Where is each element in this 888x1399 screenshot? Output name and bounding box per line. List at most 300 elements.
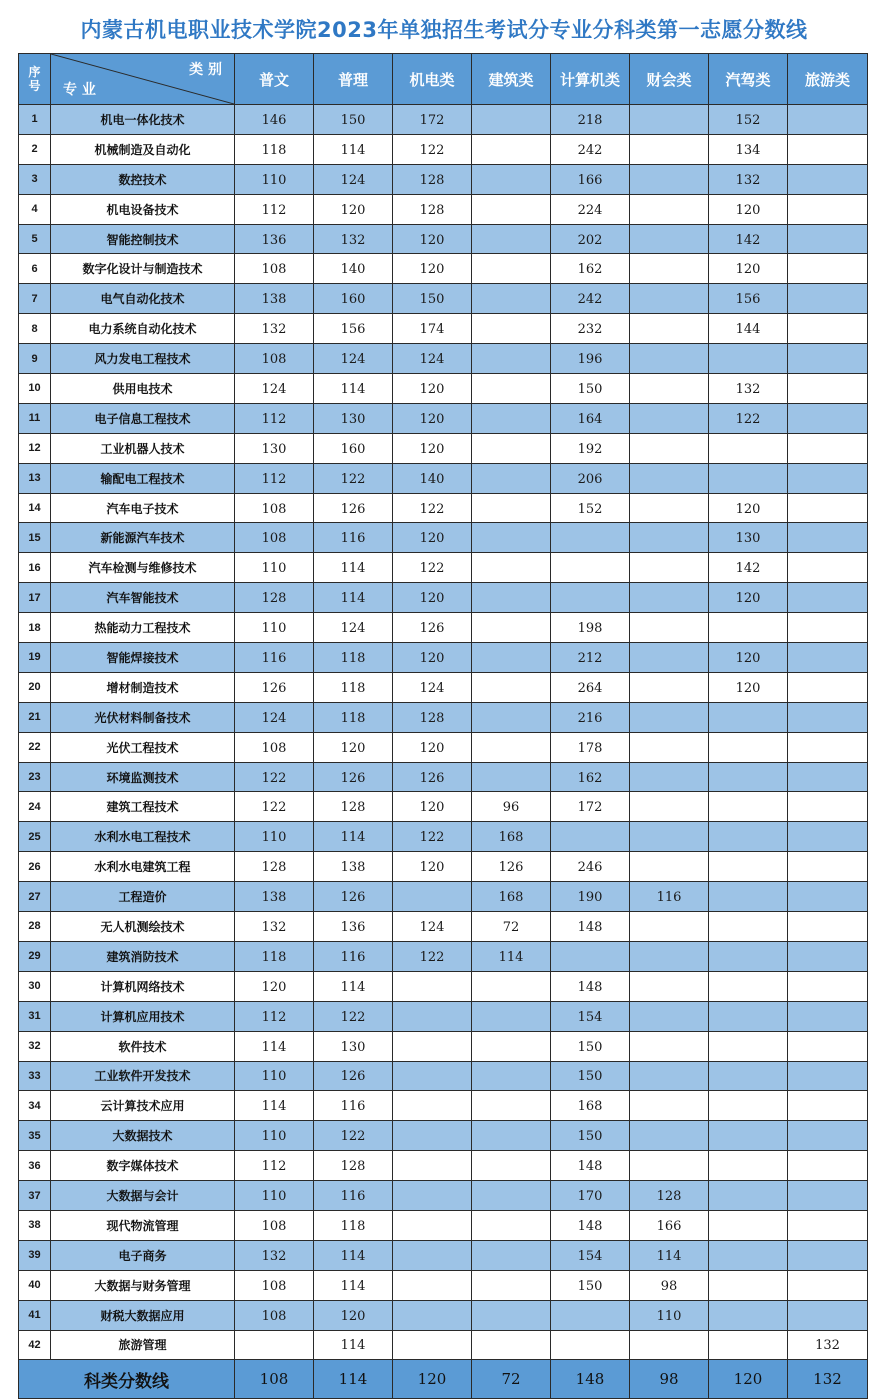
table-row: [19, 762, 868, 792]
score-cell: 120: [314, 732, 393, 762]
score-cell: 120: [393, 224, 472, 254]
score-cell: [788, 284, 868, 314]
score-cell: 190: [551, 882, 630, 912]
table-row: [19, 971, 868, 1001]
column-header: 汽驾类: [709, 54, 788, 105]
row-seq: 5: [19, 224, 51, 254]
score-cell: 118: [235, 941, 314, 971]
category-label: 类 别: [189, 62, 222, 78]
score-cell: [630, 1091, 709, 1121]
score-cell: 132: [314, 224, 393, 254]
score-cell: [709, 852, 788, 882]
row-seq: 12: [19, 433, 51, 463]
score-cell: [472, 1270, 551, 1300]
score-cell: [472, 1210, 551, 1240]
score-cell: 110: [235, 613, 314, 643]
score-cell: [788, 523, 868, 553]
row-major: 数字媒体技术: [51, 1151, 235, 1181]
row-seq: 39: [19, 1240, 51, 1270]
score-cell: [472, 403, 551, 433]
score-cell: [630, 1330, 709, 1360]
score-cell: 162: [551, 762, 630, 792]
score-cell: [709, 1061, 788, 1091]
score-cell: [393, 882, 472, 912]
score-cell: [788, 224, 868, 254]
score-cell: 154: [551, 1001, 630, 1031]
row-major: 旅游管理: [51, 1330, 235, 1360]
score-cell: [551, 1300, 630, 1330]
score-cell: 126: [472, 852, 551, 882]
table-row: [19, 433, 868, 463]
score-cell: [472, 971, 551, 1001]
score-cell: [472, 1151, 551, 1181]
score-cell: [788, 702, 868, 732]
score-cell: 170: [551, 1181, 630, 1211]
row-major: 大数据与财务管理: [51, 1270, 235, 1300]
score-cell: 164: [551, 403, 630, 433]
footer-score: 72: [472, 1360, 551, 1399]
score-cell: 150: [314, 105, 393, 135]
score-cell: [788, 822, 868, 852]
score-cell: 114: [630, 1240, 709, 1270]
score-cell: [472, 1300, 551, 1330]
score-cell: 150: [551, 374, 630, 404]
row-seq: 9: [19, 344, 51, 374]
row-seq: 26: [19, 852, 51, 882]
score-cell: [709, 1330, 788, 1360]
score-cell: 122: [393, 493, 472, 523]
row-major: 电子信息工程技术: [51, 403, 235, 433]
row-seq: 32: [19, 1031, 51, 1061]
score-cell: 116: [314, 941, 393, 971]
score-cell: 114: [314, 971, 393, 1001]
row-major: 智能控制技术: [51, 224, 235, 254]
score-cell: 124: [314, 164, 393, 194]
table-row: [19, 463, 868, 493]
score-cell: [709, 1151, 788, 1181]
score-cell: 150: [393, 284, 472, 314]
row-major: 电力系统自动化技术: [51, 314, 235, 344]
score-cell: 132: [709, 374, 788, 404]
score-cell: [472, 105, 551, 135]
score-cell: 116: [630, 882, 709, 912]
score-cell: [393, 1061, 472, 1091]
score-cell: 122: [314, 463, 393, 493]
row-seq: 40: [19, 1270, 51, 1300]
score-cell: [393, 1330, 472, 1360]
row-seq: 1: [19, 105, 51, 135]
score-cell: 124: [314, 344, 393, 374]
row-major: 光伏材料制备技术: [51, 702, 235, 732]
score-cell: [709, 762, 788, 792]
score-cell: 202: [551, 224, 630, 254]
table-row: [19, 672, 868, 702]
score-cell: [788, 792, 868, 822]
score-cell: 142: [709, 553, 788, 583]
score-cell: 150: [551, 1061, 630, 1091]
score-cell: 118: [314, 643, 393, 673]
score-cell: [788, 463, 868, 493]
score-cell: 114: [314, 553, 393, 583]
score-cell: 154: [551, 1240, 630, 1270]
row-seq: 15: [19, 523, 51, 553]
score-cell: 120: [314, 1300, 393, 1330]
score-cell: [709, 822, 788, 852]
score-cell: 122: [393, 941, 472, 971]
score-cell: 110: [235, 822, 314, 852]
score-cell: [788, 732, 868, 762]
score-cell: [472, 224, 551, 254]
score-cell: [630, 732, 709, 762]
score-cell: [630, 194, 709, 224]
score-cell: [393, 1181, 472, 1211]
score-cell: 130: [235, 433, 314, 463]
score-cell: 126: [235, 672, 314, 702]
row-seq: 27: [19, 882, 51, 912]
score-cell: [472, 553, 551, 583]
table-row: [19, 314, 868, 344]
table-row: [19, 822, 868, 852]
row-seq: 22: [19, 732, 51, 762]
table-row: [19, 1001, 868, 1031]
score-cell: 168: [472, 882, 551, 912]
score-cell: 120: [709, 643, 788, 673]
score-cell: 120: [393, 852, 472, 882]
row-seq: 2: [19, 134, 51, 164]
score-cell: [788, 1151, 868, 1181]
score-cell: [709, 1300, 788, 1330]
table-body: [19, 105, 868, 1360]
score-cell: 130: [314, 1031, 393, 1061]
row-major: 光伏工程技术: [51, 732, 235, 762]
score-cell: [630, 433, 709, 463]
score-cell: 120: [709, 493, 788, 523]
table-row: [19, 553, 868, 583]
row-major: 汽车电子技术: [51, 493, 235, 523]
score-cell: 108: [235, 1300, 314, 1330]
score-cell: 132: [235, 912, 314, 942]
table-row: [19, 792, 868, 822]
score-cell: 168: [551, 1091, 630, 1121]
score-cell: [709, 912, 788, 942]
row-major: 软件技术: [51, 1031, 235, 1061]
score-cell: 128: [393, 194, 472, 224]
score-cell: [630, 941, 709, 971]
score-cell: 128: [235, 852, 314, 882]
score-cell: 114: [314, 822, 393, 852]
footer-score: 108: [235, 1360, 314, 1399]
score-cell: [788, 941, 868, 971]
table-row: [19, 1151, 868, 1181]
score-cell: [709, 792, 788, 822]
score-cell: 114: [314, 1270, 393, 1300]
score-cell: 112: [235, 194, 314, 224]
score-cell: [630, 134, 709, 164]
row-major: 大数据技术: [51, 1121, 235, 1151]
score-cell: [393, 1121, 472, 1151]
row-seq: 11: [19, 403, 51, 433]
score-cell: [709, 1181, 788, 1211]
score-cell: 120: [235, 971, 314, 1001]
score-cell: [788, 762, 868, 792]
footer-score: 148: [551, 1360, 630, 1399]
score-cell: 196: [551, 344, 630, 374]
score-cell: 120: [709, 672, 788, 702]
score-cell: [630, 1151, 709, 1181]
score-cell: 112: [235, 1151, 314, 1181]
score-cell: [551, 583, 630, 613]
score-cell: [630, 463, 709, 493]
table-row: [19, 941, 868, 971]
table-row: [19, 1061, 868, 1091]
score-cell: [472, 613, 551, 643]
score-cell: 138: [314, 852, 393, 882]
score-cell: 212: [551, 643, 630, 673]
footer-label: 科类分数线: [19, 1360, 235, 1399]
score-cell: [788, 344, 868, 374]
score-cell: [709, 1240, 788, 1270]
score-cell: 116: [314, 1181, 393, 1211]
score-cell: [472, 702, 551, 732]
score-cell: 118: [314, 672, 393, 702]
page-title: 内蒙古机电职业技术学院2023年单独招生考试分专业分科类第一志愿分数线: [80, 18, 808, 42]
score-cell: 122: [235, 762, 314, 792]
score-cell: 138: [235, 284, 314, 314]
table-row: [19, 1121, 868, 1151]
score-cell: [709, 882, 788, 912]
score-cell: 156: [709, 284, 788, 314]
score-cell: [788, 1210, 868, 1240]
score-cell: [393, 1300, 472, 1330]
score-cell: 168: [472, 822, 551, 852]
score-cell: 120: [393, 583, 472, 613]
score-cell: 148: [551, 971, 630, 1001]
table-footer: [19, 1360, 868, 1399]
score-cell: 122: [393, 822, 472, 852]
row-seq: 18: [19, 613, 51, 643]
score-cell: 110: [235, 1181, 314, 1211]
score-cell: 116: [235, 643, 314, 673]
table-row: [19, 1300, 868, 1330]
score-cell: [472, 1061, 551, 1091]
score-cell: 120: [393, 403, 472, 433]
score-cell: 114: [314, 583, 393, 613]
row-major: 风力发电工程技术: [51, 344, 235, 374]
row-major: 水利水电工程技术: [51, 822, 235, 852]
row-major: 机械制造及自动化: [51, 134, 235, 164]
score-cell: [788, 912, 868, 942]
table-row: [19, 1031, 868, 1061]
score-cell: 198: [551, 613, 630, 643]
score-cell: [788, 672, 868, 702]
score-cell: 124: [393, 344, 472, 374]
score-cell: 166: [630, 1210, 709, 1240]
score-cell: 146: [235, 105, 314, 135]
score-cell: [472, 493, 551, 523]
score-cell: [235, 1330, 314, 1360]
score-cell: [788, 1031, 868, 1061]
row-major: 云计算技术应用: [51, 1091, 235, 1121]
score-cell: 116: [314, 523, 393, 553]
table-row: [19, 344, 868, 374]
score-cell: [630, 762, 709, 792]
score-cell: 120: [314, 194, 393, 224]
table-row: [19, 882, 868, 912]
score-cell: 128: [314, 1151, 393, 1181]
score-cell: [788, 1001, 868, 1031]
score-cell: [551, 553, 630, 583]
score-cell: 122: [393, 553, 472, 583]
table-row: [19, 643, 868, 673]
score-cell: 126: [314, 493, 393, 523]
footer-score: 98: [630, 1360, 709, 1399]
table-row: [19, 374, 868, 404]
score-cell: [472, 344, 551, 374]
score-cell: [630, 1121, 709, 1151]
score-cell: 132: [709, 164, 788, 194]
row-seq: 35: [19, 1121, 51, 1151]
table-row: [19, 194, 868, 224]
row-seq: 37: [19, 1181, 51, 1211]
score-cell: 136: [235, 224, 314, 254]
table-row: [19, 284, 868, 314]
score-cell: [788, 1121, 868, 1151]
score-cell: [709, 344, 788, 374]
score-cell: 126: [314, 1061, 393, 1091]
score-cell: 166: [551, 164, 630, 194]
score-cell: 120: [709, 194, 788, 224]
score-cell: [788, 374, 868, 404]
row-major: 数字化设计与制造技术: [51, 254, 235, 284]
row-seq: 8: [19, 314, 51, 344]
score-cell: [630, 613, 709, 643]
footer-score: 120: [709, 1360, 788, 1399]
row-major: 机电设备技术: [51, 194, 235, 224]
score-cell: 138: [235, 882, 314, 912]
score-cell: 216: [551, 702, 630, 732]
score-cell: 112: [235, 1001, 314, 1031]
score-cell: [709, 702, 788, 732]
score-cell: 150: [551, 1121, 630, 1151]
score-cell: [788, 134, 868, 164]
row-seq: 31: [19, 1001, 51, 1031]
table-row: [19, 403, 868, 433]
table-header: [19, 54, 868, 105]
row-major: 电子商务: [51, 1240, 235, 1270]
score-cell: [630, 523, 709, 553]
score-cell: [630, 224, 709, 254]
score-cell: [630, 643, 709, 673]
score-cell: 132: [235, 1240, 314, 1270]
score-cell: [788, 583, 868, 613]
score-cell: 140: [393, 463, 472, 493]
row-seq: 23: [19, 762, 51, 792]
column-header: 计算机类: [551, 54, 630, 105]
score-cell: 148: [551, 912, 630, 942]
score-cell: 120: [709, 254, 788, 284]
table-row: [19, 1330, 868, 1360]
score-cell: [630, 403, 709, 433]
score-cell: [709, 1091, 788, 1121]
score-cell: 128: [393, 164, 472, 194]
score-cell: 108: [235, 344, 314, 374]
score-cell: [393, 971, 472, 1001]
score-cell: [788, 1061, 868, 1091]
score-cell: 114: [314, 1330, 393, 1360]
score-cell: 114: [235, 1031, 314, 1061]
score-cell: [788, 493, 868, 523]
score-cell: 124: [314, 613, 393, 643]
score-cell: 72: [472, 912, 551, 942]
score-cell: [630, 344, 709, 374]
column-header: 建筑类: [472, 54, 551, 105]
row-major: 大数据与会计: [51, 1181, 235, 1211]
score-cell: [788, 971, 868, 1001]
table-row: [19, 1181, 868, 1211]
score-cell: [472, 1330, 551, 1360]
score-cell: 96: [472, 792, 551, 822]
score-cell: [472, 164, 551, 194]
score-cell: 108: [235, 493, 314, 523]
score-cell: [788, 852, 868, 882]
column-header: 普理: [314, 54, 393, 105]
score-cell: [551, 941, 630, 971]
row-major: 财税大数据应用: [51, 1300, 235, 1330]
table-row: [19, 852, 868, 882]
score-cell: 120: [393, 792, 472, 822]
score-cell: 144: [709, 314, 788, 344]
row-major: 机电一体化技术: [51, 105, 235, 135]
score-cell: [709, 613, 788, 643]
score-cell: [472, 1240, 551, 1270]
score-cell: [551, 1330, 630, 1360]
score-cell: 124: [393, 672, 472, 702]
score-cell: 134: [709, 134, 788, 164]
score-cell: [788, 164, 868, 194]
score-cell: 156: [314, 314, 393, 344]
score-cell: 178: [551, 732, 630, 762]
score-cell: 152: [551, 493, 630, 523]
score-cell: 132: [788, 1330, 868, 1360]
score-cell: [630, 164, 709, 194]
row-major: 建筑消防技术: [51, 941, 235, 971]
score-cell: 118: [314, 702, 393, 732]
score-cell: [472, 134, 551, 164]
row-major: 智能焊接技术: [51, 643, 235, 673]
score-cell: 142: [709, 224, 788, 254]
score-cell: 122: [235, 792, 314, 822]
row-seq: 33: [19, 1061, 51, 1091]
score-cell: 130: [314, 403, 393, 433]
score-cell: 122: [393, 134, 472, 164]
table-row: [19, 1240, 868, 1270]
score-cell: [788, 1181, 868, 1211]
score-cell: 128: [235, 583, 314, 613]
score-cell: 126: [393, 613, 472, 643]
score-cell: 108: [235, 1270, 314, 1300]
row-major: 电气自动化技术: [51, 284, 235, 314]
row-seq: 13: [19, 463, 51, 493]
footer-row: [19, 1360, 868, 1399]
score-cell: 148: [551, 1151, 630, 1181]
row-seq: 10: [19, 374, 51, 404]
row-seq: 7: [19, 284, 51, 314]
row-seq: 25: [19, 822, 51, 852]
row-major: 热能动力工程技术: [51, 613, 235, 643]
score-cell: 126: [314, 882, 393, 912]
table-row: [19, 523, 868, 553]
row-major: 无人机测绘技术: [51, 912, 235, 942]
